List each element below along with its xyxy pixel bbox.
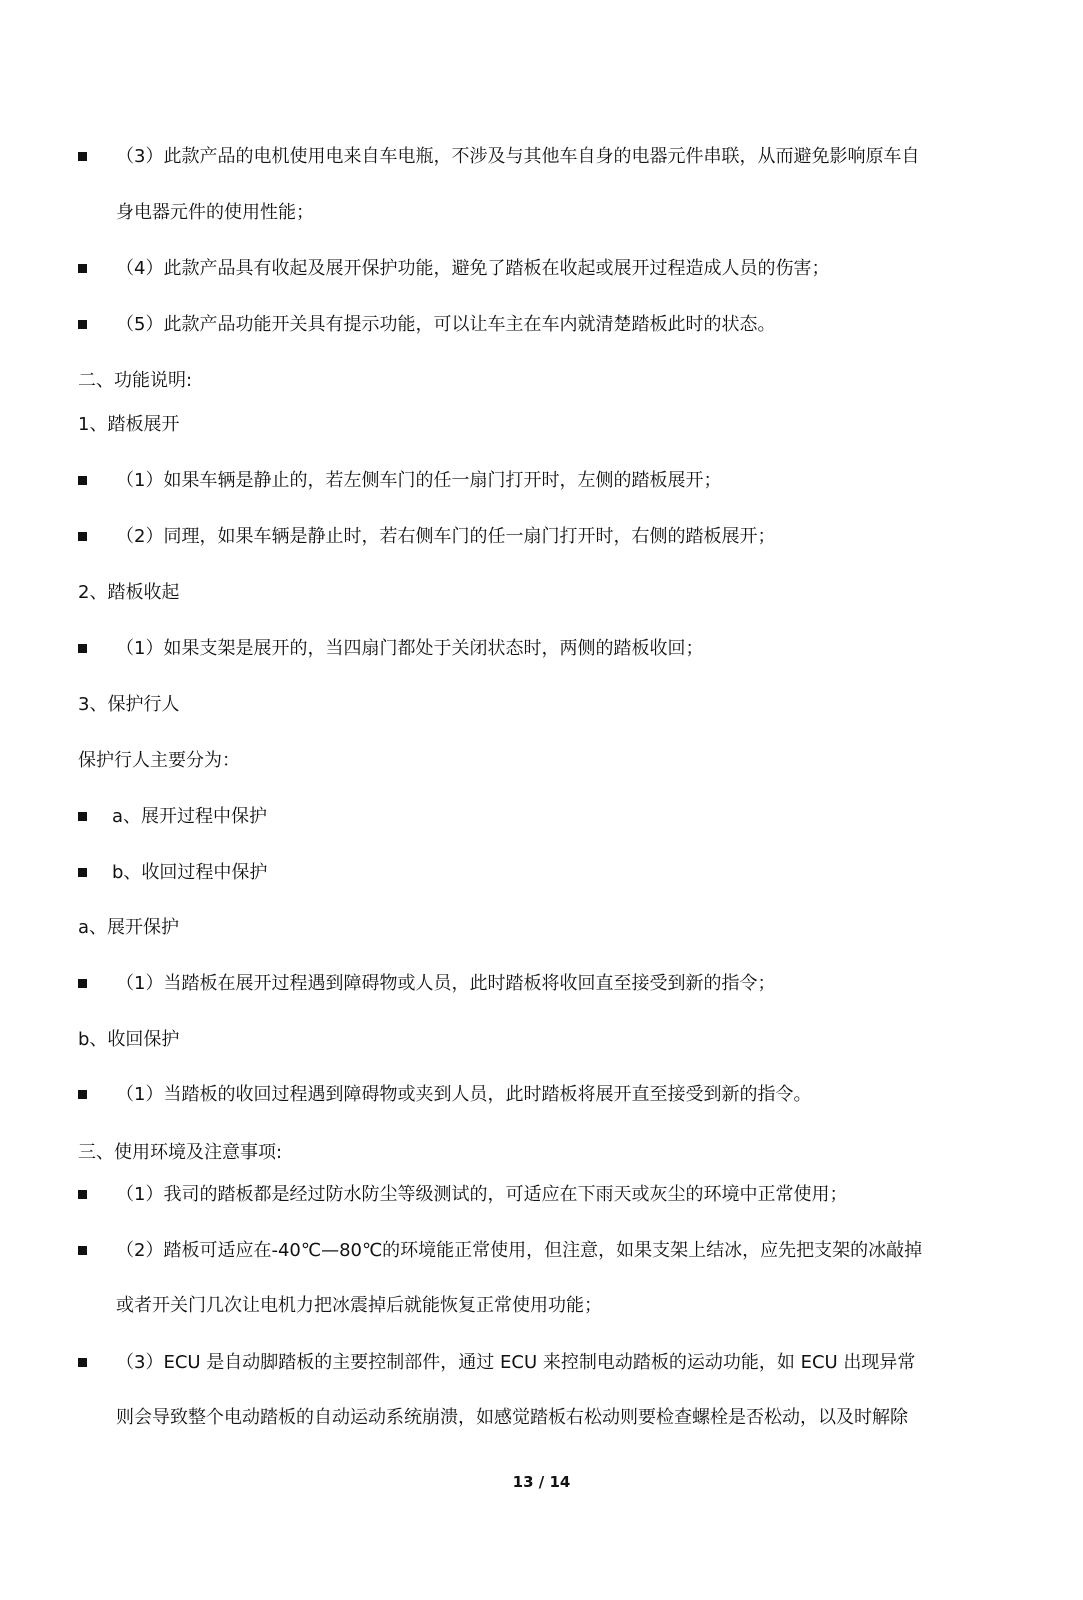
list-item-continuation bbox=[0, 1403, 1083, 1433]
list-item-text: b、收回过程中保护 bbox=[112, 862, 268, 883]
list-item bbox=[0, 1080, 1083, 1110]
subsection-heading: a、展开保护 bbox=[78, 917, 180, 938]
bullet-icon bbox=[78, 476, 87, 485]
list-item bbox=[0, 1348, 1083, 1378]
list-item bbox=[0, 254, 1083, 284]
list-item-text: （4）此款产品具有收起及展开保护功能，避免了踏板在收起或展开过程造成人员的伤害； bbox=[116, 258, 830, 279]
subsection-heading: 2、踏板收起 bbox=[78, 582, 180, 603]
list-item bbox=[0, 1236, 1083, 1266]
bullet-icon bbox=[78, 868, 87, 877]
subsection-heading: b、收回保护 bbox=[78, 1029, 180, 1050]
bullet-icon bbox=[78, 1190, 87, 1199]
list-item-text: （1）当踏板的收回过程遇到障碍物或夹到人员，此时踏板将展开直至接受到新的指令。 bbox=[116, 1084, 812, 1105]
bullet-icon bbox=[78, 979, 87, 988]
bullet-icon bbox=[78, 1358, 87, 1367]
list-item bbox=[0, 522, 1083, 552]
bullet-icon bbox=[78, 152, 87, 161]
list-item-text: 则会导致整个电动踏板的自动运动系统崩溃，如感觉踏板右松动则要检查螺栓是否松动，以及时解除 bbox=[116, 1407, 908, 1428]
list-item-continuation bbox=[0, 1291, 1083, 1321]
list-item bbox=[0, 1180, 1083, 1210]
list-item bbox=[0, 802, 1083, 832]
bullet-icon bbox=[78, 264, 87, 273]
list-item-text: 身电器元件的使用性能； bbox=[116, 202, 314, 223]
bullet-icon bbox=[78, 812, 87, 821]
list-item bbox=[0, 310, 1083, 340]
list-item bbox=[0, 466, 1083, 496]
list-item-text: （1）如果车辆是静止的，若左侧车门的任一扇门打开时，左侧的踏板展开； bbox=[116, 470, 722, 491]
bullet-icon bbox=[78, 532, 87, 541]
list-item bbox=[0, 142, 1083, 172]
list-item-text: （1）我司的踏板都是经过防水防尘等级测试的，可适应在下雨天或灰尘的环境中正常使用； bbox=[116, 1184, 848, 1205]
list-item-text: （3）ECU 是自动脚踏板的主要控制部件，通过 ECU 来控制电动踏板的运动功能，如 ECU 出现异常 bbox=[116, 1352, 916, 1373]
list-item-text: 或者开关门几次让电机力把冰震掉后就能恢复正常使用功能； bbox=[116, 1295, 602, 1316]
list-item-text: （5）此款产品功能开关具有提示功能，可以让车主在车内就清楚踏板此时的状态。 bbox=[116, 314, 776, 335]
section-heading: 二、功能说明: bbox=[78, 370, 193, 391]
list-item-continuation bbox=[0, 198, 1083, 228]
section-heading: 三、使用环境及注意事项: bbox=[78, 1142, 283, 1163]
bullet-icon bbox=[78, 1090, 87, 1099]
list-item-text: （2）同理，如果车辆是静止时，若右侧车门的任一扇门打开时，右侧的踏板展开； bbox=[116, 526, 776, 547]
list-item bbox=[0, 969, 1083, 999]
list-item-text: a、展开过程中保护 bbox=[112, 806, 268, 827]
list-item-text: （3）此款产品的电机使用电来自车电瓶，不涉及与其他车自身的电器元件串联，从而避免影响原车自 bbox=[116, 146, 920, 167]
bullet-icon bbox=[78, 1246, 87, 1255]
subsection-heading: 1、踏板展开 bbox=[78, 414, 180, 435]
bullet-icon bbox=[78, 644, 87, 653]
bullet-icon bbox=[78, 320, 87, 329]
list-item bbox=[0, 634, 1083, 664]
list-item bbox=[0, 858, 1083, 888]
subsection-heading: 3、保护行人 bbox=[78, 694, 180, 715]
list-item-text: （1）当踏板在展开过程遇到障碍物或人员，此时踏板将收回直至接受到新的指令； bbox=[116, 973, 776, 994]
list-item-text: （1）如果支架是展开的，当四扇门都处于关闭状态时，两侧的踏板收回； bbox=[116, 638, 704, 659]
list-item-text: （2）踏板可适应在-40℃—80℃的环境能正常使用，但注意，如果支架上结冰，应先把支架的冰敲掉 bbox=[116, 1240, 923, 1261]
page-number: 13 / 14 bbox=[512, 1473, 571, 1491]
paragraph: 保护行人主要分为： bbox=[78, 750, 240, 771]
